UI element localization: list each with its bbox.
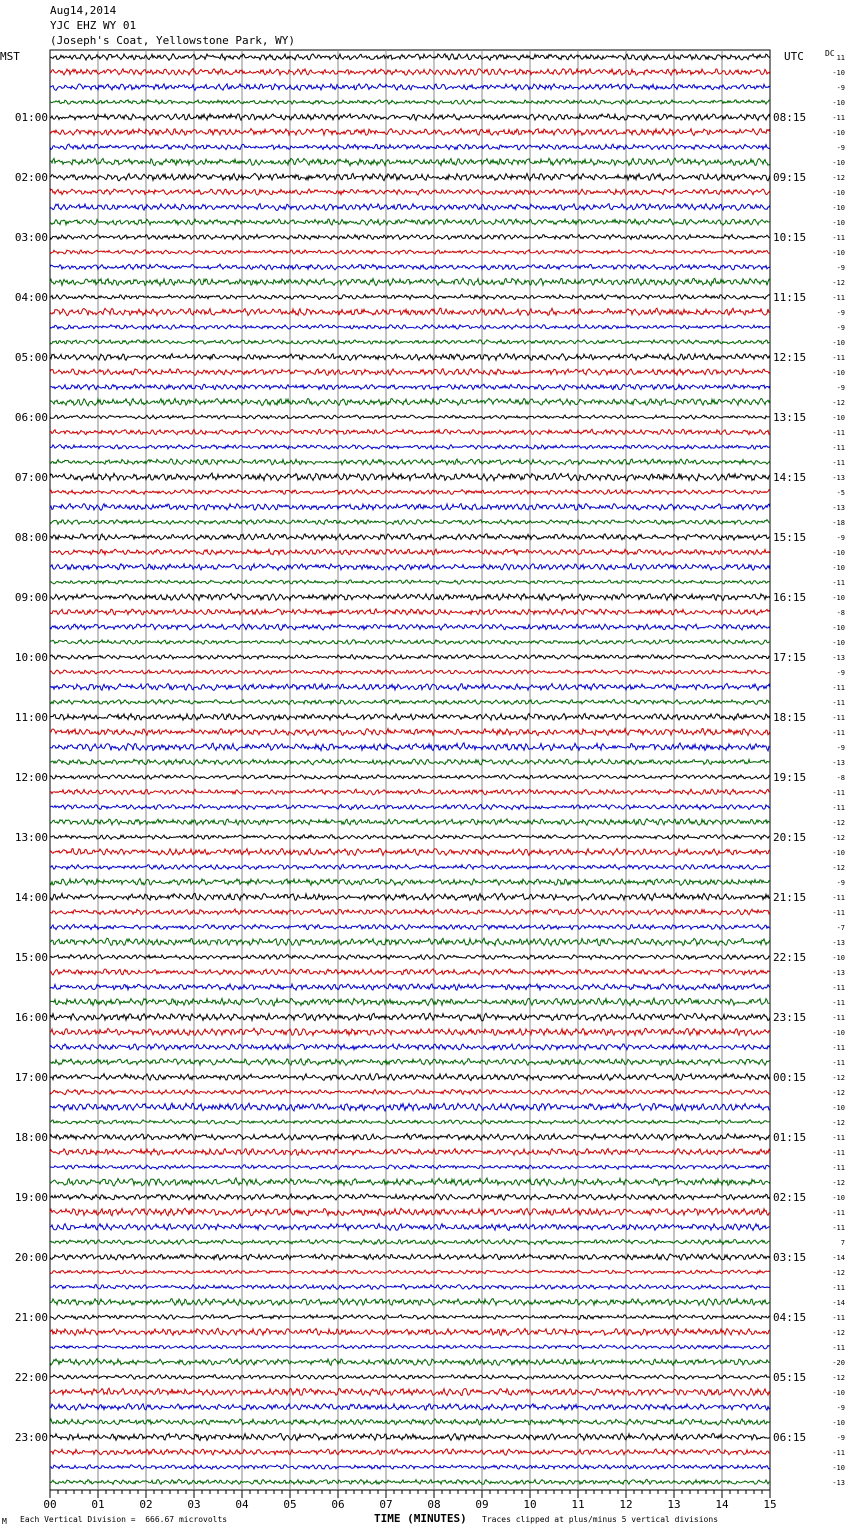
right-hour-label: 20:15 [773,831,807,844]
dc-offset-value: -9 [836,879,845,887]
left-hour-label: 22:00 [14,1371,48,1384]
dc-offset-value: -10 [832,69,845,77]
dc-offset-value: -10 [832,414,845,422]
dc-offset-value: -11 [832,429,845,437]
dc-offset-value: -13 [832,969,845,977]
right-hour-label: 11:15 [773,291,807,304]
seismic-trace [50,1375,770,1380]
dc-offset-value: -10 [832,639,845,647]
dc-offset-value: -11 [832,999,845,1007]
dc-offset-value: -13 [832,504,845,512]
dc-offset-value: -7 [836,924,845,932]
dc-offset-value: -11 [832,714,845,722]
seismic-trace [50,969,770,975]
seismic-trace [50,473,770,481]
dc-offset-value: -11 [832,444,845,452]
x-tick-label: 15 [763,1498,777,1511]
dc-offset-value: -9 [836,264,845,272]
right-hour-label: 23:15 [773,1011,807,1024]
dc-offset-value: -10 [832,1389,845,1397]
seismic-trace [50,445,770,450]
right-hour-label: 08:15 [773,111,807,124]
dc-offset-value: -12 [832,1329,845,1337]
left-hour-label: 23:00 [14,1431,48,1444]
dc-offset-value: -11 [832,354,845,362]
dc-offset-value: -11 [832,909,845,917]
seismic-trace [50,1270,770,1274]
left-hour-label: 19:00 [14,1191,48,1204]
right-hour-label: 02:15 [773,1191,807,1204]
station-code: YJC EHZ WY 01 [50,19,137,32]
seismic-trace [50,580,770,584]
seismic-trace [50,998,770,1006]
left-hour-label: 03:00 [14,231,48,244]
dc-offset-value: -12 [832,834,845,842]
left-hour-label: 06:00 [14,411,48,424]
dc-offset-value: -11 [832,729,845,737]
dc-offset-value: -12 [832,1119,845,1127]
dc-offset-value: -9 [836,144,845,152]
seismic-trace [50,1479,770,1484]
seismic-trace [50,984,770,990]
right-timezone-label: UTC [784,50,804,63]
right-hour-label: 03:15 [773,1251,807,1264]
seismic-trace [50,1449,770,1455]
dc-offset-value: -14 [832,1254,845,1262]
left-hour-label: 08:00 [14,531,48,544]
dc-offset-value: -11 [832,804,845,812]
seismic-trace [50,1178,770,1186]
dc-offset-value: -8 [836,774,845,782]
seismic-trace [50,549,770,555]
dc-offset-value: -10 [832,1194,845,1202]
dc-offset-value: -11 [832,1344,845,1352]
seismic-trace [50,1345,770,1349]
seismic-trace [50,1254,770,1260]
dc-offset-value: -12 [832,1374,845,1382]
seismic-trace [50,893,770,900]
seismic-trace [50,1120,770,1125]
seismic-trace [50,1090,770,1095]
left-hour-label: 07:00 [14,471,48,484]
seismic-trace [50,429,770,435]
dc-offset-value: -9 [836,309,845,317]
seismic-trace [50,504,770,511]
dc-offset-value: -10 [832,159,845,167]
dc-offset-value: -9 [836,1434,845,1442]
seismic-trace [50,369,770,376]
seismic-trace [50,1328,770,1335]
seismic-trace [50,1103,770,1111]
right-hour-label: 01:15 [773,1131,807,1144]
seismic-trace [50,1224,770,1231]
dc-offset-value: -11 [832,1134,845,1142]
right-hour-label: 10:15 [773,231,807,244]
right-hour-label: 22:15 [773,951,807,964]
seismic-trace [50,819,770,825]
seismic-trace [50,909,770,915]
seismic-trace [50,1028,770,1036]
seismic-trace [50,1194,770,1200]
left-hour-label: 11:00 [14,711,48,724]
dc-offset-value: -11 [832,1314,845,1322]
station-location: (Joseph's Coat, Yellowstone Park, WY) [50,34,296,47]
seismic-trace [50,69,770,76]
seismic-trace [50,924,770,929]
dc-offset-value: -10 [832,549,845,557]
seismic-trace [50,219,770,225]
right-hour-label: 00:15 [773,1071,807,1084]
dc-offset-value: -14 [832,1299,845,1307]
seismic-trace [50,609,770,615]
dc-offset-value: -11 [832,1284,845,1292]
x-axis-title: TIME (MINUTES) [374,1512,467,1525]
seismic-trace [50,1134,770,1140]
seismic-trace [50,1059,770,1066]
dc-offset-value: -13 [832,654,845,662]
seismic-trace [50,384,770,390]
dc-offset-value: -11 [832,1449,845,1457]
seismic-trace [50,1239,770,1244]
left-hour-label: 09:00 [14,591,48,604]
clipping-note: Traces clipped at plus/minus 5 vertical divisions [482,1515,719,1524]
dc-offset-value: -10 [832,1419,845,1427]
right-hour-label: 19:15 [773,771,807,784]
seismic-trace [50,189,770,195]
dc-offset-value: -12 [832,1074,845,1082]
seismic-trace [50,1388,770,1395]
dc-offset-value: -10 [832,219,845,227]
right-hour-label: 14:15 [773,471,807,484]
left-hour-label: 20:00 [14,1251,48,1264]
seismic-trace [50,564,770,571]
seismic-trace [50,879,770,886]
dc-offset-value: -9 [836,324,845,332]
seismic-trace [50,849,770,856]
left-hour-label: 15:00 [14,951,48,964]
seismic-trace [50,1149,770,1156]
x-tick-label: 14 [715,1498,729,1511]
left-hour-label: 13:00 [14,831,48,844]
right-hour-label: 21:15 [773,891,807,904]
seismic-trace [50,308,770,316]
seismic-trace [50,295,770,300]
left-hour-label: 01:00 [14,111,48,124]
dc-offset-value: -11 [832,789,845,797]
x-tick-label: 07 [379,1498,393,1511]
dc-offset-value: -10 [832,1029,845,1037]
x-tick-label: 08 [427,1498,441,1511]
seismic-trace [50,1433,770,1440]
dc-offset-value: -11 [832,459,845,467]
x-tick-label: 11 [571,1498,585,1511]
seismic-trace [50,490,770,495]
seismic-trace [50,864,770,869]
seismic-trace [50,204,770,211]
x-tick-label: 01 [91,1498,105,1511]
dc-offset-value: -10 [832,849,845,857]
seismic-trace [50,534,770,540]
seismic-trace [50,278,770,286]
seismic-trace [50,1013,770,1021]
seismic-trace [50,1299,770,1306]
dc-offset-value: -13 [832,939,845,947]
dc-offset-value: -12 [832,174,845,182]
dc-offset-value: -11 [832,1149,845,1157]
right-hour-label: 16:15 [773,591,807,604]
seismic-trace [50,835,770,840]
dc-offset-value: -11 [832,684,845,692]
dc-offset-value: -13 [832,1479,845,1487]
x-tick-label: 02 [139,1498,153,1511]
seismic-trace [50,264,770,270]
dc-offset-value: -10 [832,369,845,377]
dc-offset-value: -11 [832,1164,845,1172]
seismic-trace [50,1359,770,1366]
seismic-trace [50,655,770,660]
left-hour-label: 10:00 [14,651,48,664]
dc-offset-value: -5 [836,489,845,497]
seismic-trace [50,759,770,765]
right-hour-label: 09:15 [773,171,807,184]
dc-offset-value: -11 [832,699,845,707]
dc-offset-value: -18 [832,519,845,527]
seismic-trace [50,640,770,645]
dc-offset-value: -11 [832,894,845,902]
seismic-trace [50,114,770,121]
dc-offset-value: -10 [832,204,845,212]
marker-glyph: M [2,1517,7,1526]
dc-offset-value: -11 [832,1209,845,1217]
seismic-trace [50,670,770,674]
dc-offset-value: -13 [832,759,845,767]
seismic-trace [50,144,770,150]
dc-offset-value: -12 [832,1089,845,1097]
seismic-trace [50,100,770,105]
right-hour-label: 18:15 [773,711,807,724]
dc-offset-value: -11 [832,579,845,587]
x-tick-label: 03 [187,1498,201,1511]
x-tick-label: 13 [667,1498,681,1511]
dc-offset-value: -8 [836,609,845,617]
seismic-trace [50,743,770,751]
left-hour-label: 12:00 [14,771,48,784]
seismic-trace [50,54,770,61]
seismic-trace [50,624,770,630]
dc-offset-value: -10 [832,339,845,347]
right-hour-label: 05:15 [773,1371,807,1384]
right-hour-label: 13:15 [773,411,807,424]
x-tick-label: 04 [235,1498,249,1511]
plot-date: Aug14,2014 [50,4,117,17]
dc-offset-value: -11 [832,1059,845,1067]
seismic-trace [50,729,770,736]
dc-offset-value: -12 [832,1179,845,1187]
left-hour-label: 05:00 [14,351,48,364]
dc-offset-value: -12 [832,1269,845,1277]
seismic-trace [50,938,770,945]
seismic-trace [50,173,770,180]
seismic-trace [50,129,770,136]
right-hour-label: 17:15 [773,651,807,664]
seismic-trace [50,1404,770,1411]
left-hour-label: 04:00 [14,291,48,304]
dc-offset-value: -11 [832,1044,845,1052]
vertical-division-note: Each Vertical Division = 666.67 microvolts [20,1515,228,1524]
seismic-trace [50,340,770,344]
dc-offset-value: -9 [836,84,845,92]
x-tick-label: 12 [619,1498,633,1511]
dc-offset-value: -9 [836,534,845,542]
seismic-trace [50,789,770,795]
seismic-trace [50,1285,770,1290]
dc-offset-value: -20 [832,1359,845,1367]
dc-offset-value: -11 [832,114,845,122]
dc-offset-value: -10 [832,99,845,107]
dc-offset-value: -11 [832,1224,845,1232]
x-tick-label: 00 [43,1498,57,1511]
dc-offset-value: -10 [832,954,845,962]
dc-offset-value: -10 [832,564,845,572]
seismic-trace [50,804,770,809]
dc-offset-value: -11 [832,1014,845,1022]
seismic-trace [50,459,770,465]
left-timezone-label: MST [0,50,20,63]
dc-offset-value: -12 [832,819,845,827]
seismic-trace [50,1044,770,1050]
x-tick-label: 05 [283,1498,297,1511]
seismic-trace [50,1074,770,1081]
dc-offset-value: 11 [836,54,845,62]
seismic-trace [50,594,770,601]
left-hour-label: 14:00 [14,891,48,904]
dc-offset-value: -10 [832,594,845,602]
seismic-trace [50,354,770,361]
dc-offset-value: -10 [832,624,845,632]
dc-offset-value: -11 [832,234,845,242]
right-hour-label: 15:15 [773,531,807,544]
x-tick-label: 09 [475,1498,489,1511]
dc-offset-value: -9 [836,1404,845,1412]
dc-offset-value: -11 [832,294,845,302]
dc-offset-value: -10 [832,249,845,257]
dc-offset-value: -11 [832,984,845,992]
seismic-trace [50,158,770,166]
seismic-trace [50,250,770,254]
seismic-trace [50,1419,770,1425]
right-hour-label: 06:15 [773,1431,807,1444]
seismic-trace [50,955,770,960]
dc-offset-value: -10 [832,189,845,197]
seismic-trace [50,775,770,779]
dc-offset-value: -10 [832,1104,845,1112]
seismic-trace [50,520,770,525]
left-hour-label: 18:00 [14,1131,48,1144]
seismic-trace [50,235,770,240]
seismic-trace [50,1315,770,1320]
dc-offset-header: DC [825,49,835,58]
seismic-trace [50,398,770,405]
dc-offset-value: -12 [832,399,845,407]
left-hour-label: 16:00 [14,1011,48,1024]
left-hour-label: 02:00 [14,171,48,184]
right-hour-label: 12:15 [773,351,807,364]
left-hour-label: 17:00 [14,1071,48,1084]
seismic-trace [50,1165,770,1170]
dc-offset-value: -10 [832,1464,845,1472]
dc-offset-value: -9 [836,384,845,392]
seismic-trace [50,714,770,721]
seismic-trace [50,1208,770,1216]
seismic-trace [50,325,770,330]
seismic-trace [50,684,770,691]
seismic-trace [50,84,770,91]
dc-offset-value: -12 [832,864,845,872]
left-hour-label: 21:00 [14,1311,48,1324]
x-tick-label: 10 [523,1498,537,1511]
seismic-trace [50,1465,770,1470]
x-tick-label: 06 [331,1498,345,1511]
dc-offset-value: -9 [836,669,845,677]
dc-offset-value: 7 [840,1239,845,1247]
dc-offset-value: -10 [832,129,845,137]
dc-offset-value: -13 [832,474,845,482]
seismic-trace [50,699,770,704]
dc-offset-value: -12 [832,279,845,287]
right-hour-label: 04:15 [773,1311,807,1324]
seismic-trace [50,415,770,419]
dc-offset-value: -9 [836,744,845,752]
